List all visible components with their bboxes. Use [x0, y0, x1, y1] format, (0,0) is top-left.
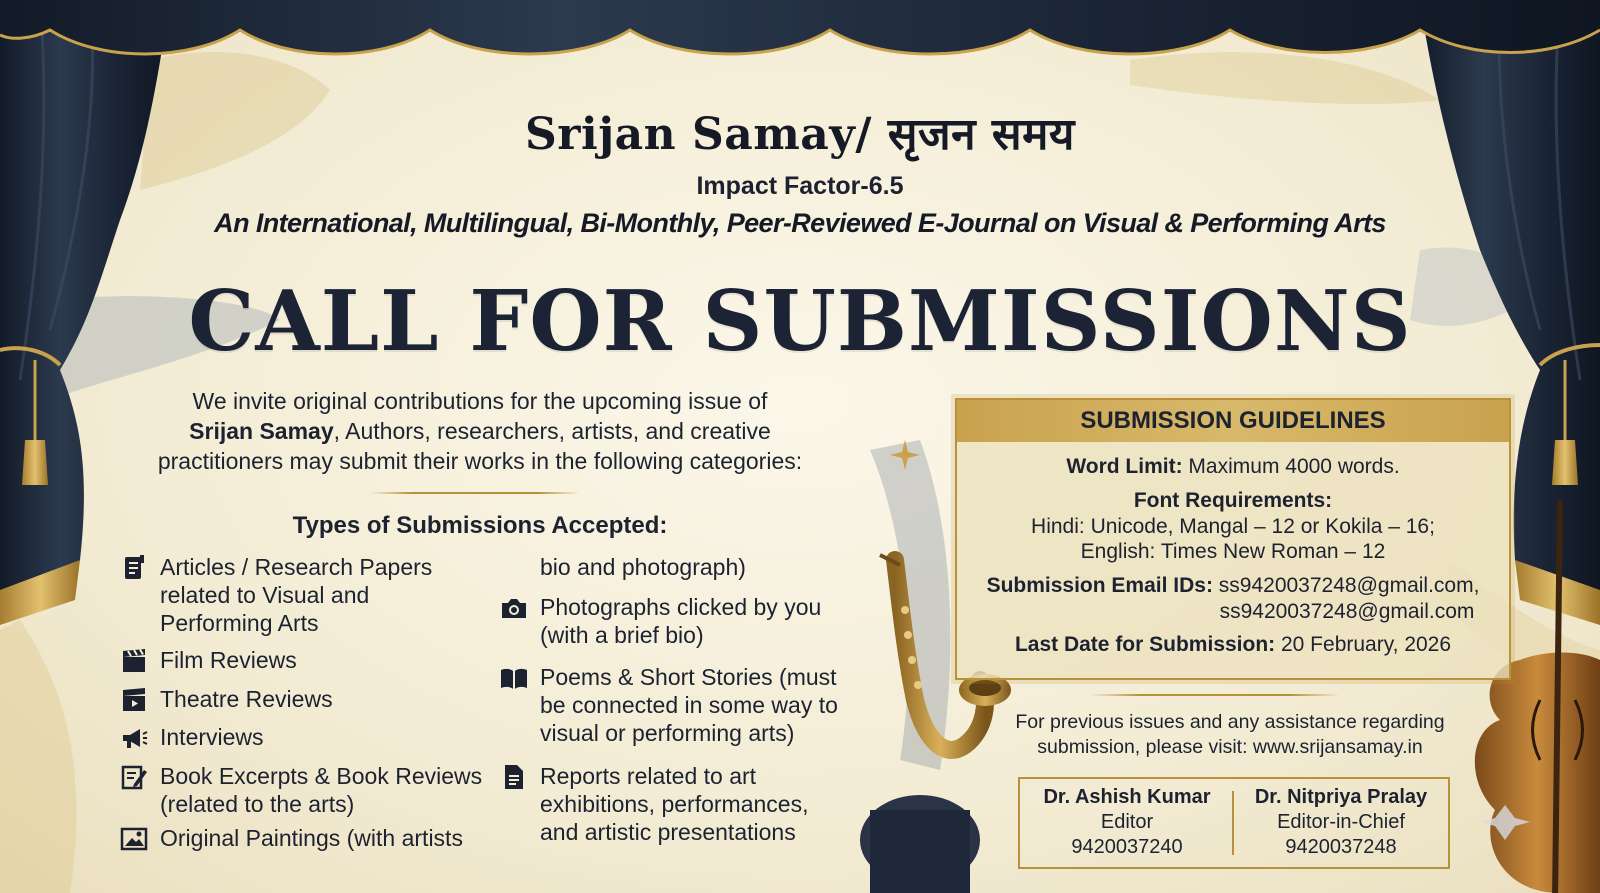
word-limit-label: Word Limit:	[1066, 455, 1183, 478]
email-2[interactable]: ss9420037248@gmail.com	[1219, 600, 1475, 623]
visit-line-2[interactable]: submission, please visit: www.srijansamay.in	[1037, 736, 1423, 758]
edit-note-icon	[120, 764, 148, 790]
theatre-icon	[120, 687, 148, 713]
category-label: Photographs clicked by you (with a brief bio)	[540, 594, 822, 648]
category-item	[540, 663, 840, 747]
category-item	[160, 685, 480, 713]
category-label: Articles / Research Papers related to Visual and Performing Arts	[160, 554, 433, 636]
editors-box	[1018, 777, 1450, 869]
word-limit	[957, 455, 1509, 479]
category-item	[540, 762, 840, 846]
journal-subtitle: An International, Multilingual, Bi-Monthly, Peer-Reviewed E-Journal on Visual & Performing Arts	[214, 208, 1386, 238]
camera-icon	[500, 595, 528, 621]
open-book-icon	[500, 665, 528, 691]
intro-line-1: We invite original contributions for the upcoming issue of	[192, 388, 768, 414]
document-icon	[120, 555, 148, 581]
editor-phone[interactable]: 9420037240	[1071, 836, 1183, 858]
intro-line-2-rest: , Authors, researchers, artists, and creative	[333, 418, 771, 444]
category-label: Poems & Short Stories (must be connected in some way to visual or performing arts)	[540, 664, 838, 746]
intro-line-3: practitioners may submit their works in the following categories:	[157, 448, 803, 474]
clapperboard-icon	[120, 648, 148, 674]
category-item-continued	[540, 553, 840, 581]
impact-factor: Impact Factor-6.5	[696, 172, 904, 200]
editor-name: Dr. Ashish Kumar	[1043, 786, 1211, 808]
category-label: Reports related to art exhibitions, performances, and artistic presentations	[540, 763, 809, 845]
editor-card	[1234, 785, 1448, 860]
word-limit-value: Maximum 4000 words.	[1182, 455, 1400, 478]
picture-icon	[120, 826, 148, 852]
intro-line-2	[115, 416, 845, 446]
category-label: Theatre Reviews	[160, 686, 333, 712]
report-icon	[500, 764, 528, 790]
last-date-label: Last Date for Submission:	[1014, 633, 1276, 656]
editor-phone[interactable]: 9420037248	[1285, 836, 1397, 858]
email-label: Submission Email IDs:	[986, 574, 1213, 597]
font-hindi: Hindi: Unicode, Mangal – 12 or Kokila – 16;	[1031, 515, 1435, 538]
visit-note	[990, 710, 1470, 760]
editor-role: Editor	[1100, 811, 1154, 833]
intro-divider	[370, 492, 580, 494]
editor-card	[1020, 785, 1234, 860]
top-valance	[0, 0, 1600, 54]
last-date-value: 20 February, 2026	[1275, 633, 1452, 656]
submission-guidelines-box	[955, 398, 1511, 680]
font-requirements-label	[957, 489, 1509, 513]
call-for-submissions-headline: CALL FOR SUBMISSIONS	[188, 272, 1412, 370]
category-label: Film Reviews	[160, 647, 297, 673]
last-date	[957, 633, 1509, 657]
category-item	[540, 593, 840, 649]
category-label: Book Excerpts & Book Reviews (related to the arts)	[160, 763, 483, 817]
editor-name: Dr. Nitpriya Pralay	[1254, 786, 1428, 808]
category-item	[160, 553, 480, 637]
intro-paragraph	[115, 386, 845, 476]
email-1[interactable]: ss9420037248@gmail.com,	[1212, 574, 1480, 597]
category-item	[160, 723, 480, 751]
guidelines-heading: SUBMISSION GUIDELINES	[957, 400, 1509, 442]
category-label: Interviews	[160, 724, 264, 750]
category-item	[160, 762, 490, 818]
category-label: bio and photograph)	[540, 554, 746, 580]
visit-line-1: For previous issues and any assistance regarding	[1015, 711, 1445, 733]
types-heading: Types of Submissions Accepted:	[292, 512, 668, 539]
journal-name: Srijan Samay	[189, 418, 334, 444]
editor-role: Editor-in-Chief	[1277, 811, 1405, 833]
category-item	[160, 646, 480, 674]
font-requirements-heading: Font Requirements:	[1133, 489, 1333, 512]
category-item	[160, 824, 480, 852]
category-label: Original Paintings (with artists	[160, 825, 463, 851]
visit-divider	[1090, 694, 1340, 696]
journal-title: Srijan Samay/ सृजन समय	[525, 109, 1075, 160]
megaphone-icon	[120, 725, 148, 751]
font-english: English: Times New Roman – 12	[1080, 540, 1386, 563]
submission-emails	[957, 574, 1509, 598]
